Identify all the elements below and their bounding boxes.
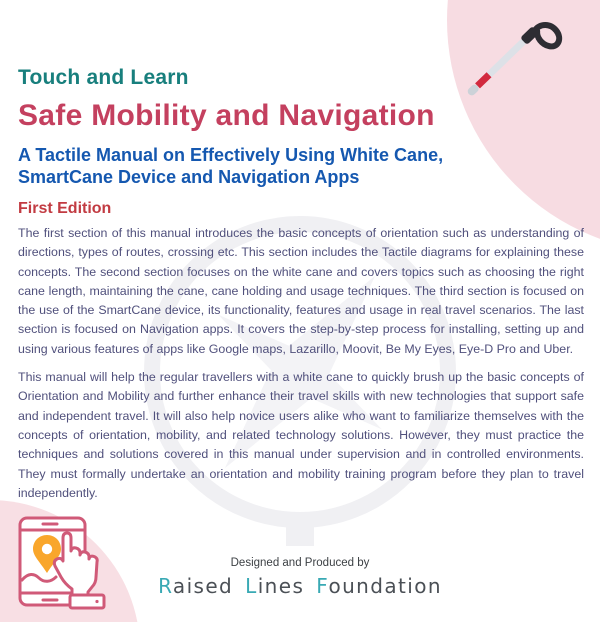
subtitle-line-2: SmartCane Device and Navigation Apps [18, 166, 360, 187]
paragraph-2: This manual will help the regular travellers with a white cane to quickly brush up the basic concepts of Orientation and Mobility and further enhance their travel skills with new technologies that support safe and independent travel. It will also help novice users alike who want to familiarize themselves with the concepts of orientation, mobility, and related technology solutions. However, they must practice the techniques and solutions covered in this manual under supervision and in controlled environments. They must formally undertake an orientation and mobility training program before they plan to travel independently. [18, 370, 584, 500]
body-text [18, 224, 584, 503]
org-word-foundation: Foundation [316, 574, 442, 598]
org-word-lines: Lines [245, 574, 305, 598]
series-title: Touch and Learn [18, 66, 189, 89]
produced-by-label: Designed and Produced by [230, 557, 370, 569]
white-cane-icon [430, 0, 580, 125]
subtitle-line-1: A Tactile Manual on Effectively Using White Cane, [18, 145, 444, 165]
org-word-raised: Raised [158, 574, 234, 598]
organization-name [0, 574, 600, 598]
footer [0, 557, 600, 598]
edition-label: First Edition [18, 200, 112, 217]
subtitle [18, 145, 443, 188]
page-title: Safe Mobility and Navigation [18, 99, 435, 132]
paragraph-1: The first section of this manual introduces the basic concepts of orientation such as understanding of directions, types of routes, crossing etc. This section includes the Tactile diagrams for explaining these concepts. The second section focuses on the white cane and covers topics such as choosing the right cane length, maintaining the cane, cane holding and usage techniques. The third section is focused on the use of the SmartCane device, its functionality, features and usage in real travel scenarios. The last section is focused on Navigation apps. It covers the step-by-step process for installing, setting up and using various features of apps like Google maps, Lazarillo, Moovit, Be My Eyes, Eye-D Pro and Uber. [18, 226, 584, 356]
